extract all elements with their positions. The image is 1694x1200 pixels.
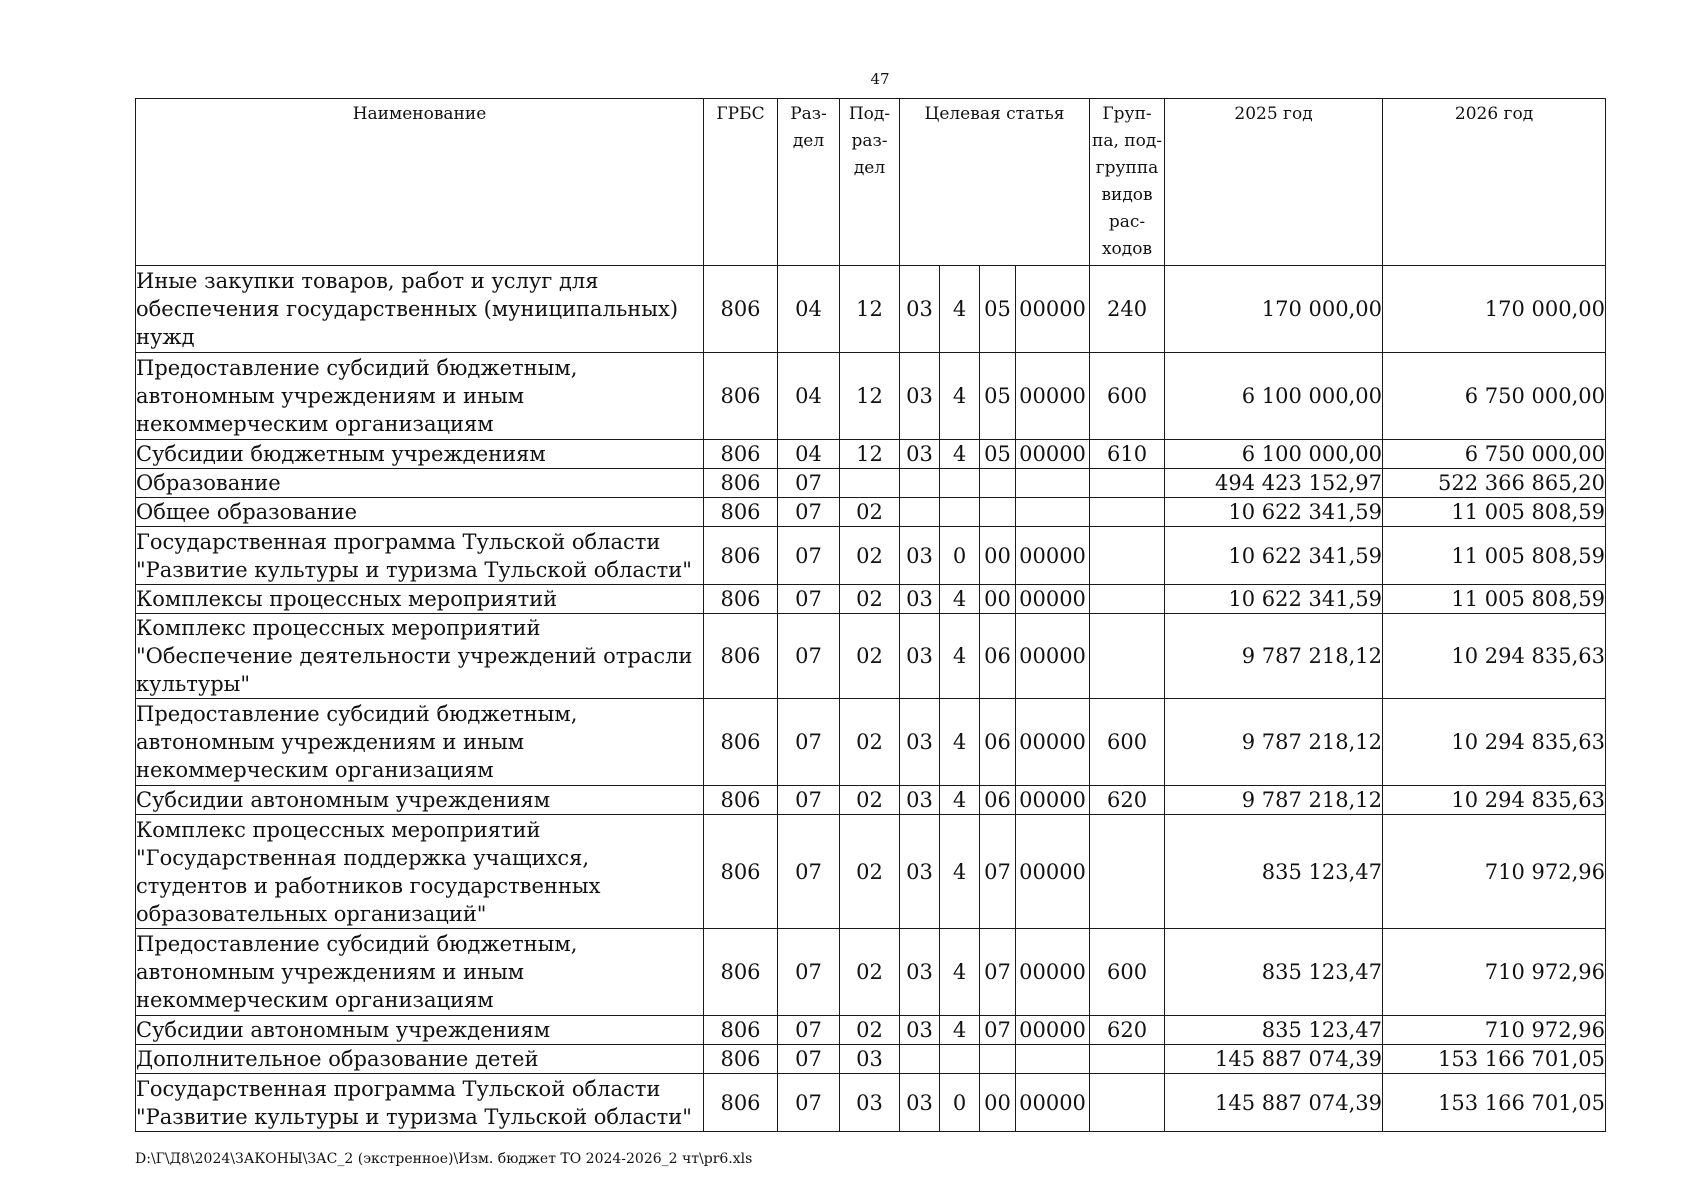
row-target-subprogram: 07 — [980, 929, 1016, 1016]
row-target-type: 4 — [940, 815, 980, 929]
row-target-type — [940, 469, 980, 498]
row-target-program: 03 — [900, 440, 940, 469]
row-target-type: 4 — [940, 699, 980, 786]
row-expense-group: 600 — [1090, 699, 1165, 786]
table-body — [136, 266, 1606, 1132]
row-grbs: 806 — [704, 353, 778, 440]
row-razdel: 04 — [778, 353, 840, 440]
row-target-subprogram: 07 — [980, 815, 1016, 929]
row-target-program: 03 — [900, 929, 940, 1016]
row-target-direction: 00000 — [1016, 614, 1090, 699]
row-target-type: 4 — [940, 786, 980, 815]
row-expense-group: 240 — [1090, 266, 1165, 353]
row-target-type — [940, 1045, 980, 1074]
row-razdel: 07 — [778, 1045, 840, 1074]
row-target-subprogram: 00 — [980, 1074, 1016, 1132]
row-expense-group: 600 — [1090, 929, 1165, 1016]
row-name: Комплекс процессных мероприятий "Обеспечение деятельности учреждений отрасли культуры" — [136, 614, 704, 699]
row-name: Иные закупки товаров, работ и услуг для обеспечения государственных (муниципальных) нужд — [136, 266, 704, 353]
table-row — [136, 815, 1606, 929]
row-target-direction — [1016, 1045, 1090, 1074]
row-amount-2026: 153 166 701,05 — [1383, 1074, 1606, 1132]
row-amount-2025: 170 000,00 — [1165, 266, 1383, 353]
row-amount-2026: 153 166 701,05 — [1383, 1045, 1606, 1074]
row-target-type: 4 — [940, 929, 980, 1016]
row-target-type: 4 — [940, 353, 980, 440]
row-target-subprogram: 06 — [980, 614, 1016, 699]
row-target-direction: 00000 — [1016, 585, 1090, 614]
row-podrazdel: 02 — [840, 1016, 900, 1045]
header-year-2025: 2025 год — [1165, 99, 1383, 266]
header-razdel: Раз- дел — [778, 99, 840, 266]
row-target-subprogram: 05 — [980, 266, 1016, 353]
row-razdel: 07 — [778, 527, 840, 585]
row-name: Субсидии автономным учреждениям — [136, 1016, 704, 1045]
row-grbs: 806 — [704, 1074, 778, 1132]
row-podrazdel: 03 — [840, 1045, 900, 1074]
header-podrazdel: Под- раз- дел — [840, 99, 900, 266]
row-target-direction — [1016, 498, 1090, 527]
table-row — [136, 786, 1606, 815]
row-target-direction: 00000 — [1016, 440, 1090, 469]
row-podrazdel: 02 — [840, 498, 900, 527]
row-razdel: 04 — [778, 266, 840, 353]
table-row — [136, 469, 1606, 498]
row-amount-2026: 6 750 000,00 — [1383, 353, 1606, 440]
row-grbs: 806 — [704, 440, 778, 469]
row-podrazdel: 02 — [840, 929, 900, 1016]
row-name: Комплекс процессных мероприятий "Государственная поддержка учащихся, студентов и работников государственных образовательных организаций" — [136, 815, 704, 929]
page-number: 47 — [870, 70, 890, 88]
row-razdel: 07 — [778, 1016, 840, 1045]
row-target-subprogram: 07 — [980, 1016, 1016, 1045]
row-amount-2025: 145 887 074,39 — [1165, 1074, 1383, 1132]
row-podrazdel — [840, 469, 900, 498]
row-podrazdel: 03 — [840, 1074, 900, 1132]
row-amount-2026: 11 005 808,59 — [1383, 527, 1606, 585]
row-target-direction — [1016, 469, 1090, 498]
header-target-article: Целевая статья — [900, 99, 1090, 266]
row-target-program: 03 — [900, 815, 940, 929]
row-name: Образование — [136, 469, 704, 498]
row-amount-2026: 710 972,96 — [1383, 815, 1606, 929]
table-row — [136, 1074, 1606, 1132]
row-name: Предоставление субсидий бюджетным, автономным учреждениям и иным некоммерческим организациям — [136, 353, 704, 440]
row-target-direction: 00000 — [1016, 1016, 1090, 1045]
row-target-subprogram: 06 — [980, 699, 1016, 786]
row-target-program: 03 — [900, 1074, 940, 1132]
row-name: Дополнительное образование детей — [136, 1045, 704, 1074]
row-grbs: 806 — [704, 1016, 778, 1045]
row-target-type: 4 — [940, 585, 980, 614]
table-row — [136, 498, 1606, 527]
row-target-program: 03 — [900, 527, 940, 585]
row-target-type: 4 — [940, 440, 980, 469]
row-amount-2025: 835 123,47 — [1165, 1016, 1383, 1045]
row-target-type: 4 — [940, 1016, 980, 1045]
header-row — [136, 99, 1606, 266]
row-name: Субсидии бюджетным учреждениям — [136, 440, 704, 469]
row-amount-2025: 9 787 218,12 — [1165, 786, 1383, 815]
row-grbs: 806 — [704, 699, 778, 786]
row-expense-group — [1090, 815, 1165, 929]
row-target-program: 03 — [900, 353, 940, 440]
row-expense-group: 620 — [1090, 1016, 1165, 1045]
row-target-subprogram — [980, 469, 1016, 498]
row-podrazdel: 02 — [840, 699, 900, 786]
row-target-program: 03 — [900, 786, 940, 815]
row-target-direction: 00000 — [1016, 786, 1090, 815]
row-name: Предоставление субсидий бюджетным, автономным учреждениям и иным некоммерческим организациям — [136, 929, 704, 1016]
row-razdel: 07 — [778, 614, 840, 699]
row-podrazdel: 02 — [840, 585, 900, 614]
row-amount-2025: 145 887 074,39 — [1165, 1045, 1383, 1074]
row-podrazdel: 12 — [840, 266, 900, 353]
row-expense-group — [1090, 498, 1165, 527]
row-target-subprogram: 00 — [980, 585, 1016, 614]
row-expense-group: 610 — [1090, 440, 1165, 469]
row-grbs: 806 — [704, 815, 778, 929]
row-razdel: 07 — [778, 929, 840, 1016]
table-row — [136, 1016, 1606, 1045]
row-target-subprogram — [980, 498, 1016, 527]
row-amount-2026: 10 294 835,63 — [1383, 786, 1606, 815]
row-podrazdel: 12 — [840, 440, 900, 469]
row-target-program: 03 — [900, 266, 940, 353]
row-grbs: 806 — [704, 469, 778, 498]
row-target-subprogram: 00 — [980, 527, 1016, 585]
row-amount-2025: 10 622 341,59 — [1165, 527, 1383, 585]
row-razdel: 07 — [778, 498, 840, 527]
row-target-program — [900, 469, 940, 498]
row-amount-2025: 494 423 152,97 — [1165, 469, 1383, 498]
row-target-direction: 00000 — [1016, 1074, 1090, 1132]
row-target-type: 4 — [940, 614, 980, 699]
row-podrazdel: 12 — [840, 353, 900, 440]
header-expense-group: Груп- па, под- группа видов рас- ходов — [1090, 99, 1165, 266]
table-row — [136, 353, 1606, 440]
row-razdel: 04 — [778, 440, 840, 469]
row-name: Предоставление субсидий бюджетным, автономным учреждениям и иным некоммерческим организациям — [136, 699, 704, 786]
row-grbs: 806 — [704, 498, 778, 527]
row-podrazdel: 02 — [840, 527, 900, 585]
row-target-direction: 00000 — [1016, 815, 1090, 929]
row-amount-2025: 9 787 218,12 — [1165, 699, 1383, 786]
row-expense-group — [1090, 469, 1165, 498]
row-expense-group: 620 — [1090, 786, 1165, 815]
footer-file-path: D:\Г\Д8\2024\ЗАКОНЫ\ЗАС_2 (экстренное)\Изм. бюджет ТО 2024-2026_2 чт\pr6.xls — [135, 1151, 753, 1167]
row-grbs: 806 — [704, 614, 778, 699]
budget-table — [135, 98, 1606, 1132]
row-expense-group — [1090, 527, 1165, 585]
row-grbs: 806 — [704, 266, 778, 353]
header-year-2026: 2026 год — [1383, 99, 1606, 266]
row-amount-2025: 9 787 218,12 — [1165, 614, 1383, 699]
row-amount-2026: 10 294 835,63 — [1383, 614, 1606, 699]
row-expense-group — [1090, 614, 1165, 699]
table-row — [136, 266, 1606, 353]
row-grbs: 806 — [704, 585, 778, 614]
row-amount-2025: 10 622 341,59 — [1165, 498, 1383, 527]
row-amount-2026: 11 005 808,59 — [1383, 498, 1606, 527]
row-grbs: 806 — [704, 786, 778, 815]
table-row — [136, 699, 1606, 786]
row-name: Субсидии автономным учреждениям — [136, 786, 704, 815]
row-amount-2025: 835 123,47 — [1165, 815, 1383, 929]
table-row — [136, 440, 1606, 469]
row-amount-2025: 835 123,47 — [1165, 929, 1383, 1016]
row-target-program — [900, 498, 940, 527]
row-expense-group — [1090, 585, 1165, 614]
table-row — [136, 527, 1606, 585]
row-expense-group: 600 — [1090, 353, 1165, 440]
row-grbs: 806 — [704, 1045, 778, 1074]
row-amount-2026: 170 000,00 — [1383, 266, 1606, 353]
row-amount-2026: 522 366 865,20 — [1383, 469, 1606, 498]
row-target-type: 4 — [940, 266, 980, 353]
row-target-direction: 00000 — [1016, 266, 1090, 353]
row-target-subprogram: 05 — [980, 440, 1016, 469]
row-target-program: 03 — [900, 1016, 940, 1045]
table-row — [136, 1045, 1606, 1074]
row-target-type: 0 — [940, 1074, 980, 1132]
row-target-program: 03 — [900, 699, 940, 786]
row-name: Государственная программа Тульской области "Развитие культуры и туризма Тульской области" — [136, 527, 704, 585]
row-target-subprogram: 06 — [980, 786, 1016, 815]
row-amount-2025: 10 622 341,59 — [1165, 585, 1383, 614]
row-expense-group — [1090, 1045, 1165, 1074]
row-razdel: 07 — [778, 699, 840, 786]
row-amount-2026: 10 294 835,63 — [1383, 699, 1606, 786]
header-grbs: ГРБС — [704, 99, 778, 266]
row-target-type — [940, 498, 980, 527]
row-podrazdel: 02 — [840, 815, 900, 929]
row-target-program: 03 — [900, 585, 940, 614]
row-name: Комплексы процессных мероприятий — [136, 585, 704, 614]
row-grbs: 806 — [704, 929, 778, 1016]
row-amount-2026: 6 750 000,00 — [1383, 440, 1606, 469]
row-amount-2026: 710 972,96 — [1383, 1016, 1606, 1045]
row-target-direction: 00000 — [1016, 353, 1090, 440]
row-amount-2026: 11 005 808,59 — [1383, 585, 1606, 614]
row-podrazdel: 02 — [840, 786, 900, 815]
row-target-type: 0 — [940, 527, 980, 585]
table-row — [136, 585, 1606, 614]
row-amount-2025: 6 100 000,00 — [1165, 353, 1383, 440]
row-razdel: 07 — [778, 815, 840, 929]
table-row — [136, 614, 1606, 699]
row-amount-2026: 710 972,96 — [1383, 929, 1606, 1016]
header-name: Наименование — [136, 99, 704, 266]
row-target-direction: 00000 — [1016, 929, 1090, 1016]
row-razdel: 07 — [778, 469, 840, 498]
row-target-direction: 00000 — [1016, 527, 1090, 585]
row-target-program: 03 — [900, 614, 940, 699]
table-row — [136, 929, 1606, 1016]
row-razdel: 07 — [778, 786, 840, 815]
row-amount-2025: 6 100 000,00 — [1165, 440, 1383, 469]
row-razdel: 07 — [778, 1074, 840, 1132]
row-name: Государственная программа Тульской области "Развитие культуры и туризма Тульской области" — [136, 1074, 704, 1132]
row-target-subprogram — [980, 1045, 1016, 1074]
row-grbs: 806 — [704, 527, 778, 585]
row-razdel: 07 — [778, 585, 840, 614]
row-name: Общее образование — [136, 498, 704, 527]
row-podrazdel: 02 — [840, 614, 900, 699]
row-expense-group — [1090, 1074, 1165, 1132]
row-target-subprogram: 05 — [980, 353, 1016, 440]
row-target-program — [900, 1045, 940, 1074]
row-target-direction: 00000 — [1016, 699, 1090, 786]
